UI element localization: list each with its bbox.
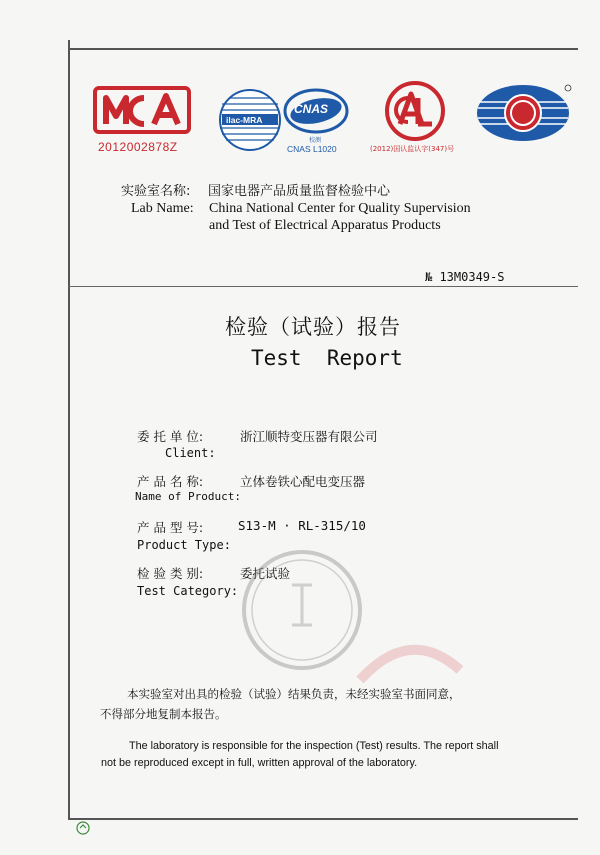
lab-name-value-cn: 国家电器产品质量监督检验中心 — [208, 184, 391, 199]
cma-emblem-icon — [92, 82, 192, 138]
recycle-mark-icon — [76, 821, 90, 835]
cnas-label: CNAS — [294, 102, 329, 116]
report-number-rule — [68, 286, 578, 287]
frame-left-line — [68, 40, 70, 820]
field-value: 立体卷铁心配电变压器 — [240, 474, 366, 489]
red-seal-stamp — [350, 630, 470, 690]
disclaimer-en-line1: The laboratory is responsible for the inspection (Test) results. The report shall — [129, 740, 499, 752]
field-value: 委托试验 — [240, 566, 291, 581]
report-number: № 13M0349-S — [425, 270, 505, 284]
field-label-cn: 产 品 名 称: — [137, 474, 204, 489]
disclaimer-en-line2: not be reproduced except in full, written approval of the laboratory. — [101, 757, 418, 769]
cal-emblem-icon — [378, 80, 452, 142]
lab-name-value-en-line1: China National Center for Quality Supervision — [209, 201, 471, 216]
title-en: Test Report — [251, 346, 403, 370]
field-label-cn: 产 品 型 号: — [137, 520, 204, 535]
field-label-en: Client: — [165, 446, 216, 460]
cnas-logo — [283, 88, 353, 163]
frame-top-line — [68, 48, 578, 50]
disclaimer-cn-line1: 本实验室对出具的检验（试验）结果负责，未经实验室书面同意， — [127, 687, 461, 701]
cma-number: 2012002878Z — [98, 140, 178, 154]
field-label-en: Name of Product: — [135, 490, 241, 503]
ilac-label: ilac-MRA — [226, 115, 263, 125]
lab-name-label-cn: 实验室名称: — [121, 184, 191, 199]
inspection-seal-stamp — [237, 545, 367, 675]
cal-caption: (2012)国认监认字(347)号 — [370, 145, 455, 153]
ccc-logo — [473, 80, 573, 160]
field-label-en: Product Type: — [137, 538, 231, 552]
field-label-cn: 检 验 类 别: — [137, 566, 204, 581]
lab-name-label-en: Lab Name: — [131, 201, 194, 216]
field-label-cn: 委 托 单 位: — [137, 429, 204, 444]
field-label-en: Test Category: — [137, 584, 239, 598]
lab-name-value-en-line2: and Test of Electrical Apparatus Products — [209, 218, 441, 233]
ccc-emblem-icon — [473, 80, 573, 146]
disclaimer-cn-line2: 不得部分地复制本报告。 — [100, 707, 227, 721]
cnas-number: CNAS L1020 — [287, 144, 337, 154]
cma-logo — [92, 82, 192, 162]
title-cn: 检验（试验）报告 — [225, 315, 401, 339]
cnas-sub-cn: 校测 — [309, 137, 322, 144]
frame-bottom-line — [68, 818, 578, 820]
field-value: 浙江顺特变压器有限公司 — [240, 429, 378, 444]
cal-logo — [370, 80, 470, 160]
field-value: S13-M · RL-315/10 — [238, 518, 366, 533]
ilac-mra-logo — [218, 88, 288, 158]
